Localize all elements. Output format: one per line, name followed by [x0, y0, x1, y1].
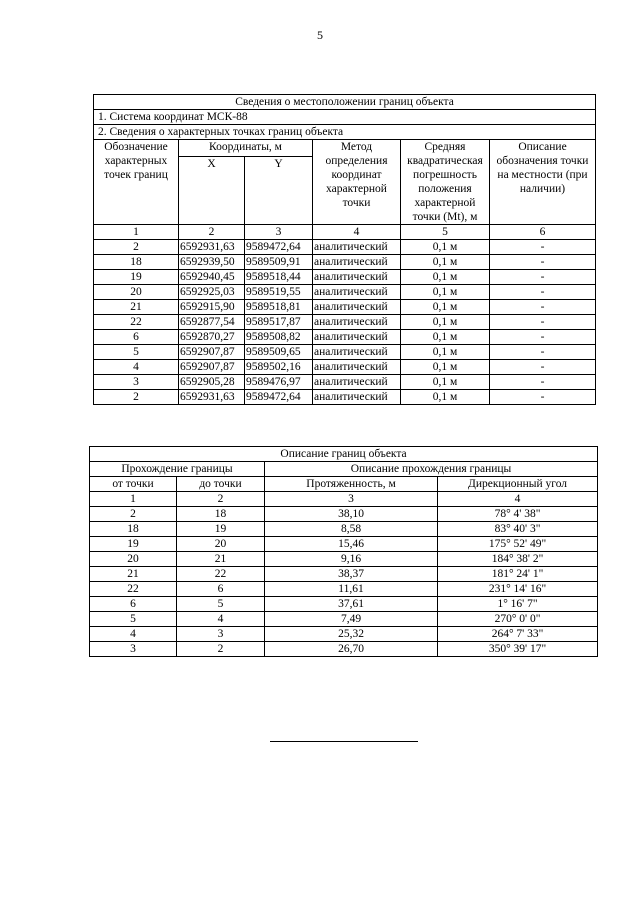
table-cell: 7,49 — [265, 612, 438, 627]
table-cell: 9589472,64 — [245, 240, 313, 255]
col-number: 3 — [265, 492, 438, 507]
table-cell: аналитический — [313, 255, 401, 270]
col-number: 4 — [313, 225, 401, 240]
table-cell: 0,1 м — [401, 270, 490, 285]
table-cell: 20 — [90, 552, 177, 567]
table-cell: 6 — [177, 582, 265, 597]
table-cell: 270° 0' 0" — [438, 612, 598, 627]
table-cell: 0,1 м — [401, 390, 490, 405]
table-cell: - — [490, 255, 596, 270]
table-cell: 18 — [94, 255, 179, 270]
table-cell: 22 — [90, 582, 177, 597]
table-row — [90, 522, 598, 537]
table-cell: 25,32 — [265, 627, 438, 642]
location-title: Сведения о местоположении границ объекта — [94, 95, 596, 110]
table-row — [90, 552, 598, 567]
header-angle: Дирекционный угол — [438, 477, 598, 492]
table-cell: аналитический — [313, 330, 401, 345]
table-cell: - — [490, 345, 596, 360]
table-cell: 6592925,03 — [179, 285, 245, 300]
table-cell: 22 — [94, 315, 179, 330]
header-y: Y — [245, 156, 313, 224]
points-title: 2. Сведения о характерных точках границ объекта — [94, 125, 596, 140]
table-cell: 9589472,64 — [245, 390, 313, 405]
header-error: Средняя квадратическая погрешность положения характерной точки (Mt), м — [401, 140, 490, 225]
table-cell: 2 — [177, 642, 265, 657]
table-cell: 20 — [177, 537, 265, 552]
table-cell: - — [490, 270, 596, 285]
table-cell: 21 — [94, 300, 179, 315]
table-cell: - — [490, 360, 596, 375]
col-number: 2 — [177, 492, 265, 507]
table-cell: 184° 38' 2" — [438, 552, 598, 567]
table-cell: 6592931,63 — [179, 390, 245, 405]
table-cell: аналитический — [313, 300, 401, 315]
table-cell: 9,16 — [265, 552, 438, 567]
col-number: 1 — [94, 225, 179, 240]
signature-line — [270, 741, 418, 742]
page-number: 5 — [317, 28, 323, 42]
table-cell: 175° 52' 49" — [438, 537, 598, 552]
table-cell: 6592940,45 — [179, 270, 245, 285]
table-cell: 6 — [90, 597, 177, 612]
header-designation: Обозначение характерных точек границ — [94, 140, 179, 225]
table-cell: 0,1 м — [401, 345, 490, 360]
header-coordinates: Координаты, м — [179, 140, 313, 157]
table-cell: 9589502,16 — [245, 360, 313, 375]
table-row — [90, 597, 598, 612]
table-cell: 6 — [94, 330, 179, 345]
table-row — [94, 345, 596, 360]
table-cell: 5 — [177, 597, 265, 612]
table-cell: 0,1 м — [401, 375, 490, 390]
table-cell: 6592907,87 — [179, 360, 245, 375]
table-cell: 0,1 м — [401, 330, 490, 345]
boundary-title: Описание границ объекта — [90, 447, 598, 462]
table-row — [90, 642, 598, 657]
column-numbers-row — [90, 492, 598, 507]
table-cell: 4 — [90, 627, 177, 642]
table-cell: - — [490, 315, 596, 330]
table-cell: 6592939,50 — [179, 255, 245, 270]
table-cell: 38,37 — [265, 567, 438, 582]
table-cell: 8,58 — [265, 522, 438, 537]
table-cell: 9589519,55 — [245, 285, 313, 300]
table-cell: 38,10 — [265, 507, 438, 522]
table-cell: 21 — [90, 567, 177, 582]
col-number: 2 — [179, 225, 245, 240]
table-cell: 20 — [94, 285, 179, 300]
table-cell: аналитический — [313, 345, 401, 360]
table-cell: 3 — [94, 375, 179, 390]
table-row — [94, 390, 596, 405]
table-cell: 2 — [94, 390, 179, 405]
table-cell: 0,1 м — [401, 255, 490, 270]
table-cell: 21 — [177, 552, 265, 567]
table-cell: - — [490, 330, 596, 345]
table-cell: 9589508,82 — [245, 330, 313, 345]
header-x: X — [179, 156, 245, 224]
table-row — [94, 300, 596, 315]
coordinate-system: 1. Система координат МСК-88 — [94, 110, 596, 125]
table-row — [94, 315, 596, 330]
table-row — [94, 360, 596, 375]
col-number: 3 — [245, 225, 313, 240]
table-cell: аналитический — [313, 390, 401, 405]
table-cell: 0,1 м — [401, 240, 490, 255]
table-cell: 0,1 м — [401, 300, 490, 315]
table-cell: 6592931,63 — [179, 240, 245, 255]
table-cell: 231° 14' 16" — [438, 582, 598, 597]
table-cell: 5 — [94, 345, 179, 360]
table-cell: 83° 40' 3" — [438, 522, 598, 537]
table-cell: 264° 7' 33" — [438, 627, 598, 642]
table-cell: 6592877,54 — [179, 315, 245, 330]
table-cell: аналитический — [313, 270, 401, 285]
table-cell: 9589509,91 — [245, 255, 313, 270]
table-row — [94, 330, 596, 345]
table-cell: 2 — [90, 507, 177, 522]
header-length: Протяженность, м — [265, 477, 438, 492]
table-cell: 78° 4' 38" — [438, 507, 598, 522]
header-to: до точки — [177, 477, 265, 492]
table-row — [94, 240, 596, 255]
table-cell: 350° 39' 17" — [438, 642, 598, 657]
table-row — [94, 270, 596, 285]
table-cell: 19 — [90, 537, 177, 552]
table-cell: аналитический — [313, 360, 401, 375]
table-cell: 26,70 — [265, 642, 438, 657]
table-cell: 0,1 м — [401, 285, 490, 300]
table-cell: 9589509,65 — [245, 345, 313, 360]
table-cell: 1° 16' 7" — [438, 597, 598, 612]
table-cell: - — [490, 240, 596, 255]
table-cell: аналитический — [313, 315, 401, 330]
table-cell: 11,61 — [265, 582, 438, 597]
table-cell: 18 — [90, 522, 177, 537]
table-cell: 15,46 — [265, 537, 438, 552]
table-cell: - — [490, 390, 596, 405]
table-cell: 6592905,28 — [179, 375, 245, 390]
col-number: 4 — [438, 492, 598, 507]
table-cell: аналитический — [313, 375, 401, 390]
table-cell: 37,61 — [265, 597, 438, 612]
table-row — [90, 567, 598, 582]
header-method: Метод определения координат характерной точки — [313, 140, 401, 225]
header-passage-desc: Описание прохождения границы — [265, 462, 598, 477]
table-cell: 9589518,44 — [245, 270, 313, 285]
table-cell: - — [490, 375, 596, 390]
table-cell: 18 — [177, 507, 265, 522]
table-cell: 4 — [177, 612, 265, 627]
table-cell: 3 — [90, 642, 177, 657]
table-cell: - — [490, 285, 596, 300]
table-cell: аналитический — [313, 285, 401, 300]
table-cell: 0,1 м — [401, 360, 490, 375]
table-row — [90, 627, 598, 642]
table-row — [90, 507, 598, 522]
table-row — [90, 537, 598, 552]
table-cell: 22 — [177, 567, 265, 582]
col-number: 6 — [490, 225, 596, 240]
header-passage: Прохождение границы — [90, 462, 265, 477]
col-number: 5 — [401, 225, 490, 240]
table-row — [90, 582, 598, 597]
table-cell: - — [490, 300, 596, 315]
table-cell: 181° 24' 1" — [438, 567, 598, 582]
table-cell: 9589518,81 — [245, 300, 313, 315]
table-cell: 6592915,90 — [179, 300, 245, 315]
boundary-table — [89, 446, 598, 657]
table-cell: 3 — [177, 627, 265, 642]
table-cell: 19 — [94, 270, 179, 285]
table-cell: 6592870,27 — [179, 330, 245, 345]
column-numbers-row — [94, 225, 596, 240]
header-description: Описание обозначения точки на местности (при наличии) — [490, 140, 596, 225]
header-from: от точки — [90, 477, 177, 492]
table-cell: аналитический — [313, 240, 401, 255]
table-row — [94, 255, 596, 270]
table-cell: 9589476,97 — [245, 375, 313, 390]
location-table — [93, 94, 596, 405]
table-cell: 9589517,87 — [245, 315, 313, 330]
table-cell: 0,1 м — [401, 315, 490, 330]
table-cell: 2 — [94, 240, 179, 255]
table-cell: 19 — [177, 522, 265, 537]
table-cell: 5 — [90, 612, 177, 627]
table-cell: 4 — [94, 360, 179, 375]
table-row — [90, 612, 598, 627]
col-number: 1 — [90, 492, 177, 507]
table-row — [94, 285, 596, 300]
table-cell: 6592907,87 — [179, 345, 245, 360]
table-row — [94, 375, 596, 390]
